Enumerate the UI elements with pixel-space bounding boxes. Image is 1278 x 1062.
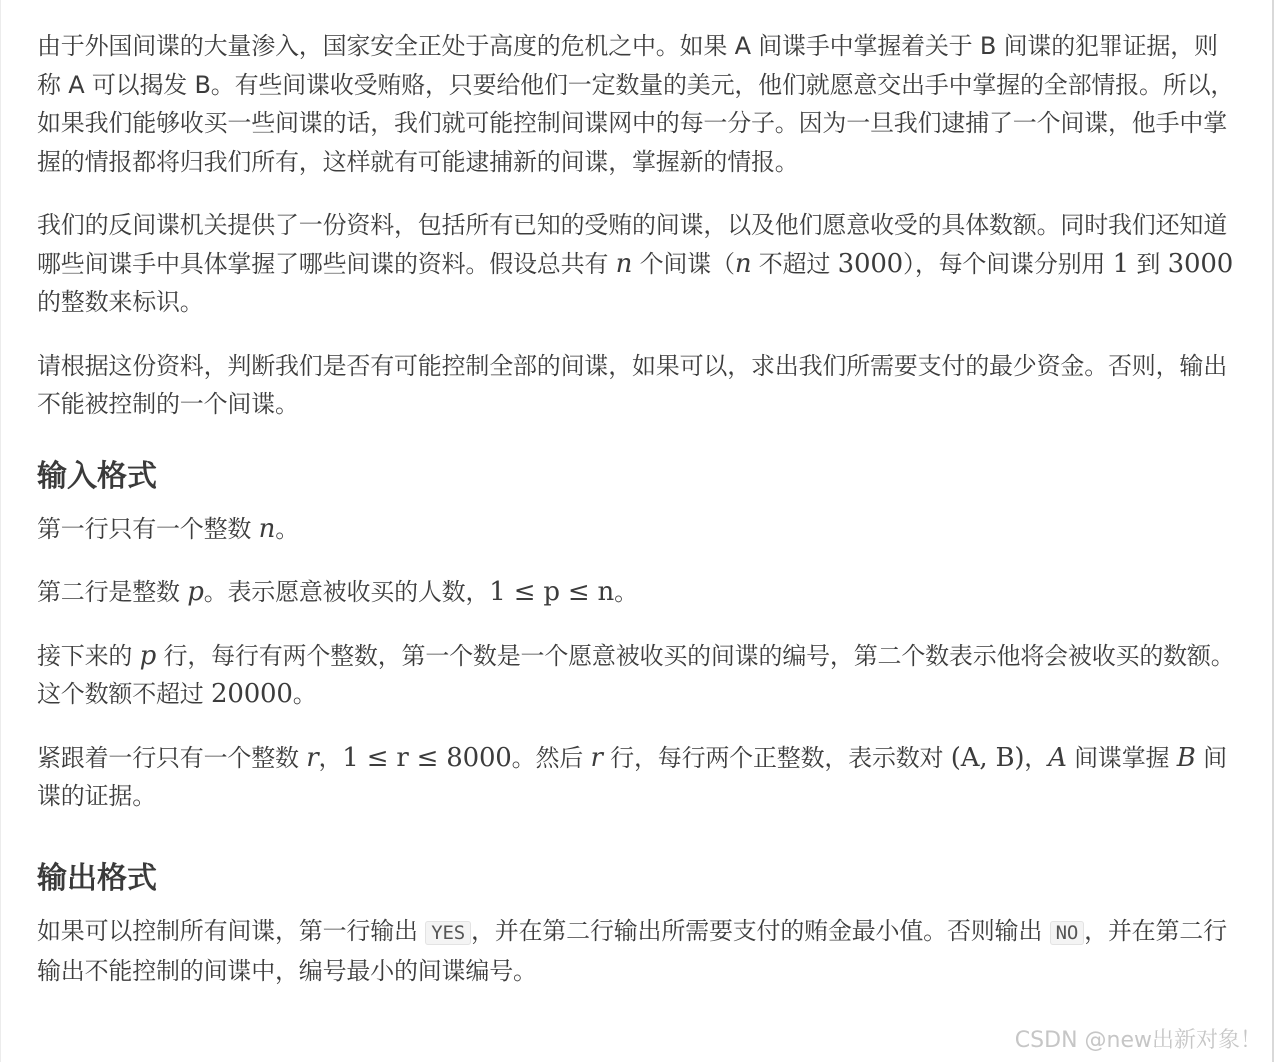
math-r-range: 1 ≤ r ≤ 8000 [342,742,512,773]
input-line-3 [37,637,1237,714]
output-line-1 [37,912,1237,991]
text: ，并在第二行输出所需要支付的贿金最小值。否则输出 [470,916,1050,945]
math-n: n [615,248,633,279]
math-r: r [306,742,319,773]
input-line-1 [37,510,1237,549]
input-format-heading: 输入格式 [37,458,157,494]
text: 第一行只有一个整数 [37,514,259,543]
math-n: n [258,513,276,544]
input-line-4 [37,739,1237,816]
text: ， [318,743,343,772]
code-yes: YES [425,921,471,945]
math-a: A [1048,742,1067,773]
output-format-heading: 输出格式 [37,860,157,896]
text: 不超过 [751,249,838,278]
text: 。 [614,578,638,606]
text: 的整数来标识。 [37,288,204,316]
text: 。表示愿意被收买的人数， [203,578,490,606]
text: ，并在第二行输出不能控制的间谍中，编号最小的间谍编号。 [37,916,1227,985]
math-1: 1 [1112,248,1129,279]
text: ），每个间谍分别用 [903,249,1113,278]
problem-content [37,27,1237,1016]
description-paragraph-1 [37,27,1237,181]
description-paragraph-2 [37,206,1237,322]
text: 第二行是整数 [37,578,188,606]
math-r: r [590,742,603,773]
text: 。然后 [511,743,591,772]
text: 接下来的 [37,641,140,670]
math-pair-ab: (A, B) [950,742,1025,773]
text: 。 [275,514,299,543]
description-paragraph-3 [37,347,1237,424]
text: 间谍的证据。 [37,743,1227,810]
math-n: n [734,248,752,279]
text: 个间谍（ [632,249,735,278]
text: 如果可以控制所有间谍，第一行输出 [37,916,426,945]
input-line-2 [37,573,1237,612]
math-p: p [187,577,204,607]
description-text-3: 请根据这份资料，判断我们是否有可能控制全部的间谍，如果可以，求出我们所需要支付的最少资金。否则，输出不能被控制的一个间谍。 [37,351,1227,418]
text: 行，每行两个正整数，表示数对 [602,743,951,772]
text: 我们的反间谍机关提供了一份资料，包括所有已知的受贿的间谍，以及他们愿意收受的具体数额。同时我们还知道哪些间谍手中具体掌握了哪些间谍的资料。假设总共有 [37,211,1227,278]
description-text-1: 由于外国间谍的大量渗入，国家安全正处于高度的危机之中。如果 A 间谍手中掌握着关于 B 间谍的犯罪证据，则称 A 可以揭发 B。有些间谍收受贿赂，只要给他们一定数量的美元，他们就愿意交出手中掌握的全部情报。所以，如果我们能够收买一些间谍的话，我们就可能控制间谍网中的每一分子。因为一旦我们逮捕了一个间谍，他手中掌握的情报都将归我们所有，这样就有可能逮捕新的间谍，掌握新的情报。 [37,32,1235,176]
math-p-range: 1 ≤ p ≤ n [489,577,615,607]
text: 。 [292,680,317,708]
csdn-watermark: CSDN @new出新对象！ [1014,1028,1262,1053]
text: ， [1024,743,1049,772]
math-b: B [1176,742,1196,773]
math-3000: 3000 [1167,248,1234,279]
text: 间谍掌握 [1066,743,1177,772]
math-3000: 3000 [837,248,904,279]
text: 到 [1129,249,1168,278]
code-no: NO [1050,921,1084,945]
math-p: p [139,640,157,671]
text: 行，每行有两个整数，第一个数是一个愿意被收买的间谍的编号，第二个数表示他将会被收买的数额。这个数额不超过 [37,641,1235,708]
math-20000: 20000 [211,679,293,709]
text: 紧跟着一行只有一个整数 [37,743,307,772]
